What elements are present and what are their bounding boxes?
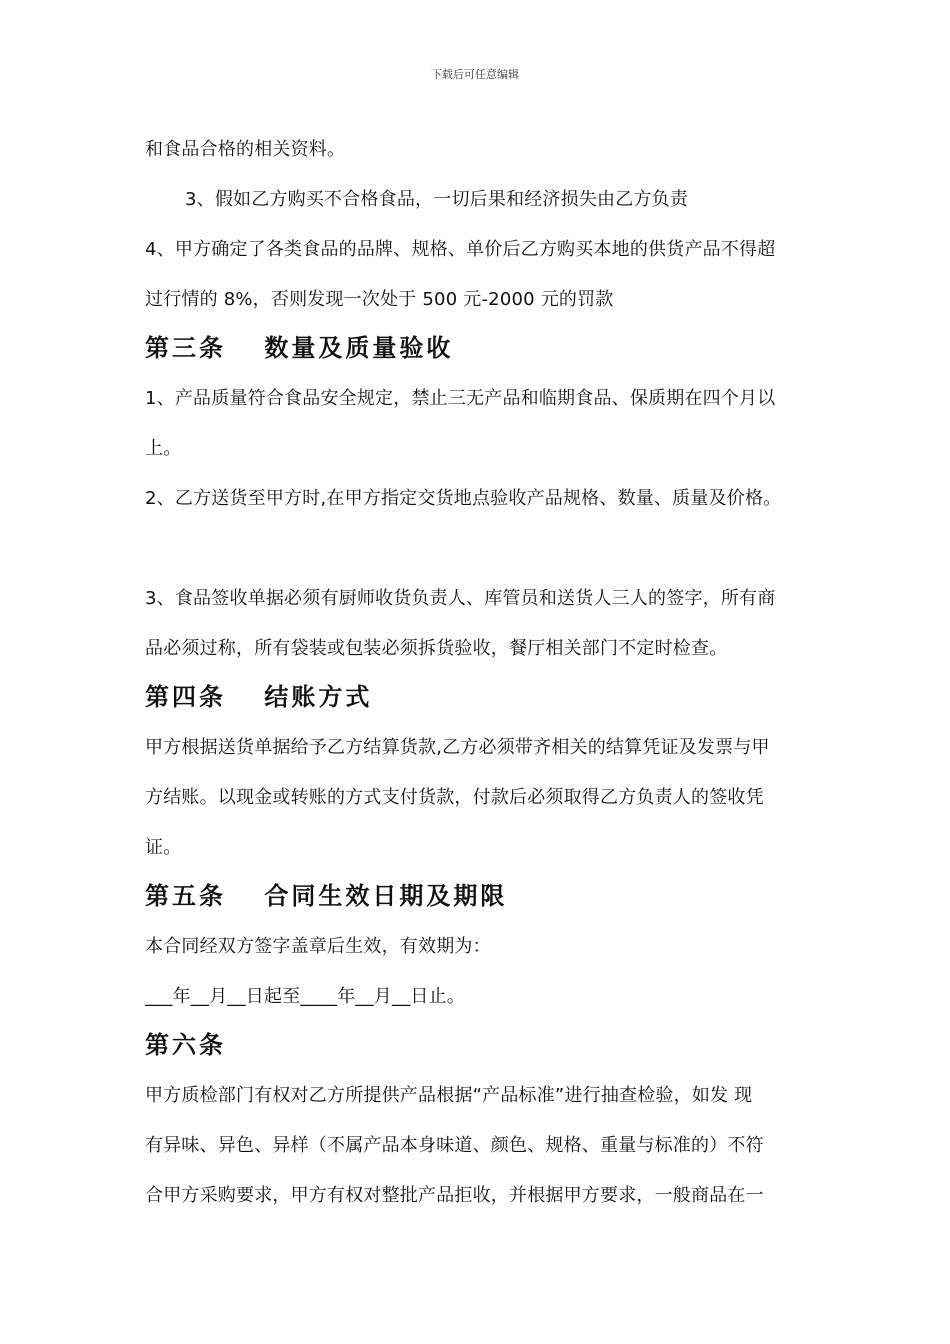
article4-line2: 方结账。以现金或转账的方式支付货款，付款后必须取得乙方负责人的签收凭: [145, 787, 764, 808]
article2-item-4-line2: 过行情的 8%，否则发现一次处于 500 元-2000 元的罚款: [145, 289, 614, 310]
article3-heading: 第三条 数量及质量验收: [145, 333, 454, 362]
article6-line1: 甲方质检部门有权对乙方所提供产品根据“产品标准”进行抽查检验，如发 现: [145, 1085, 753, 1106]
article3-item-1-line2: 上。: [145, 438, 182, 459]
article3-item-1-line1: 1、产品质量符合食品安全规定，禁止三无产品和临期食品、保质期在四个月以: [145, 388, 776, 409]
article6-line2: 有异味、异色、异样（不属产品本身味道、颜色、规格、重量与标准的）不符: [145, 1135, 764, 1156]
article4-line3: 证。: [145, 837, 182, 858]
article4-line1: 甲方根据送货单据给予乙方结算货款,乙方必须带齐相关的结算凭证及发票与甲: [145, 737, 770, 758]
article6-line3: 合甲方采购要求，甲方有权对整批产品拒收，并根据甲方要求，一般商品在一: [145, 1185, 764, 1206]
article5-heading: 第五条 合同生效日期及期限: [145, 881, 508, 910]
article5-line1: 本合同经双方签字盖章后生效，有效期为：: [145, 936, 491, 957]
article3-item-3-line1: 3、食品签收单据必须有厨师收货负责人、库管员和送货人三人的签字，所有商: [145, 588, 776, 609]
article2-continuation-line: 和食品合格的相关资料。: [145, 139, 346, 160]
page-header: 下载后可任意编辑: [431, 68, 519, 81]
article3-item-2: 2、乙方送货至甲方时,在甲方指定交货地点验收产品规格、数量、质量及价格。: [145, 488, 782, 509]
article6-heading: 第六条: [145, 1030, 226, 1059]
article2-item-4-line1: 4、甲方确定了各类食品的品牌、规格、单价后乙方购买本地的供货产品不得超: [145, 239, 776, 260]
article3-item-3-line2: 品必须过称，所有袋装或包装必须拆货验收，餐厅相关部门不定时检查。: [145, 638, 728, 659]
article5-date-line: ___年__月__日起至____年__月__日止。: [145, 986, 465, 1007]
article4-heading: 第四条 结账方式: [145, 682, 373, 711]
article2-item-3: 3、假如乙方购买不合格食品，一切后果和经济损失由乙方负责: [185, 189, 689, 210]
